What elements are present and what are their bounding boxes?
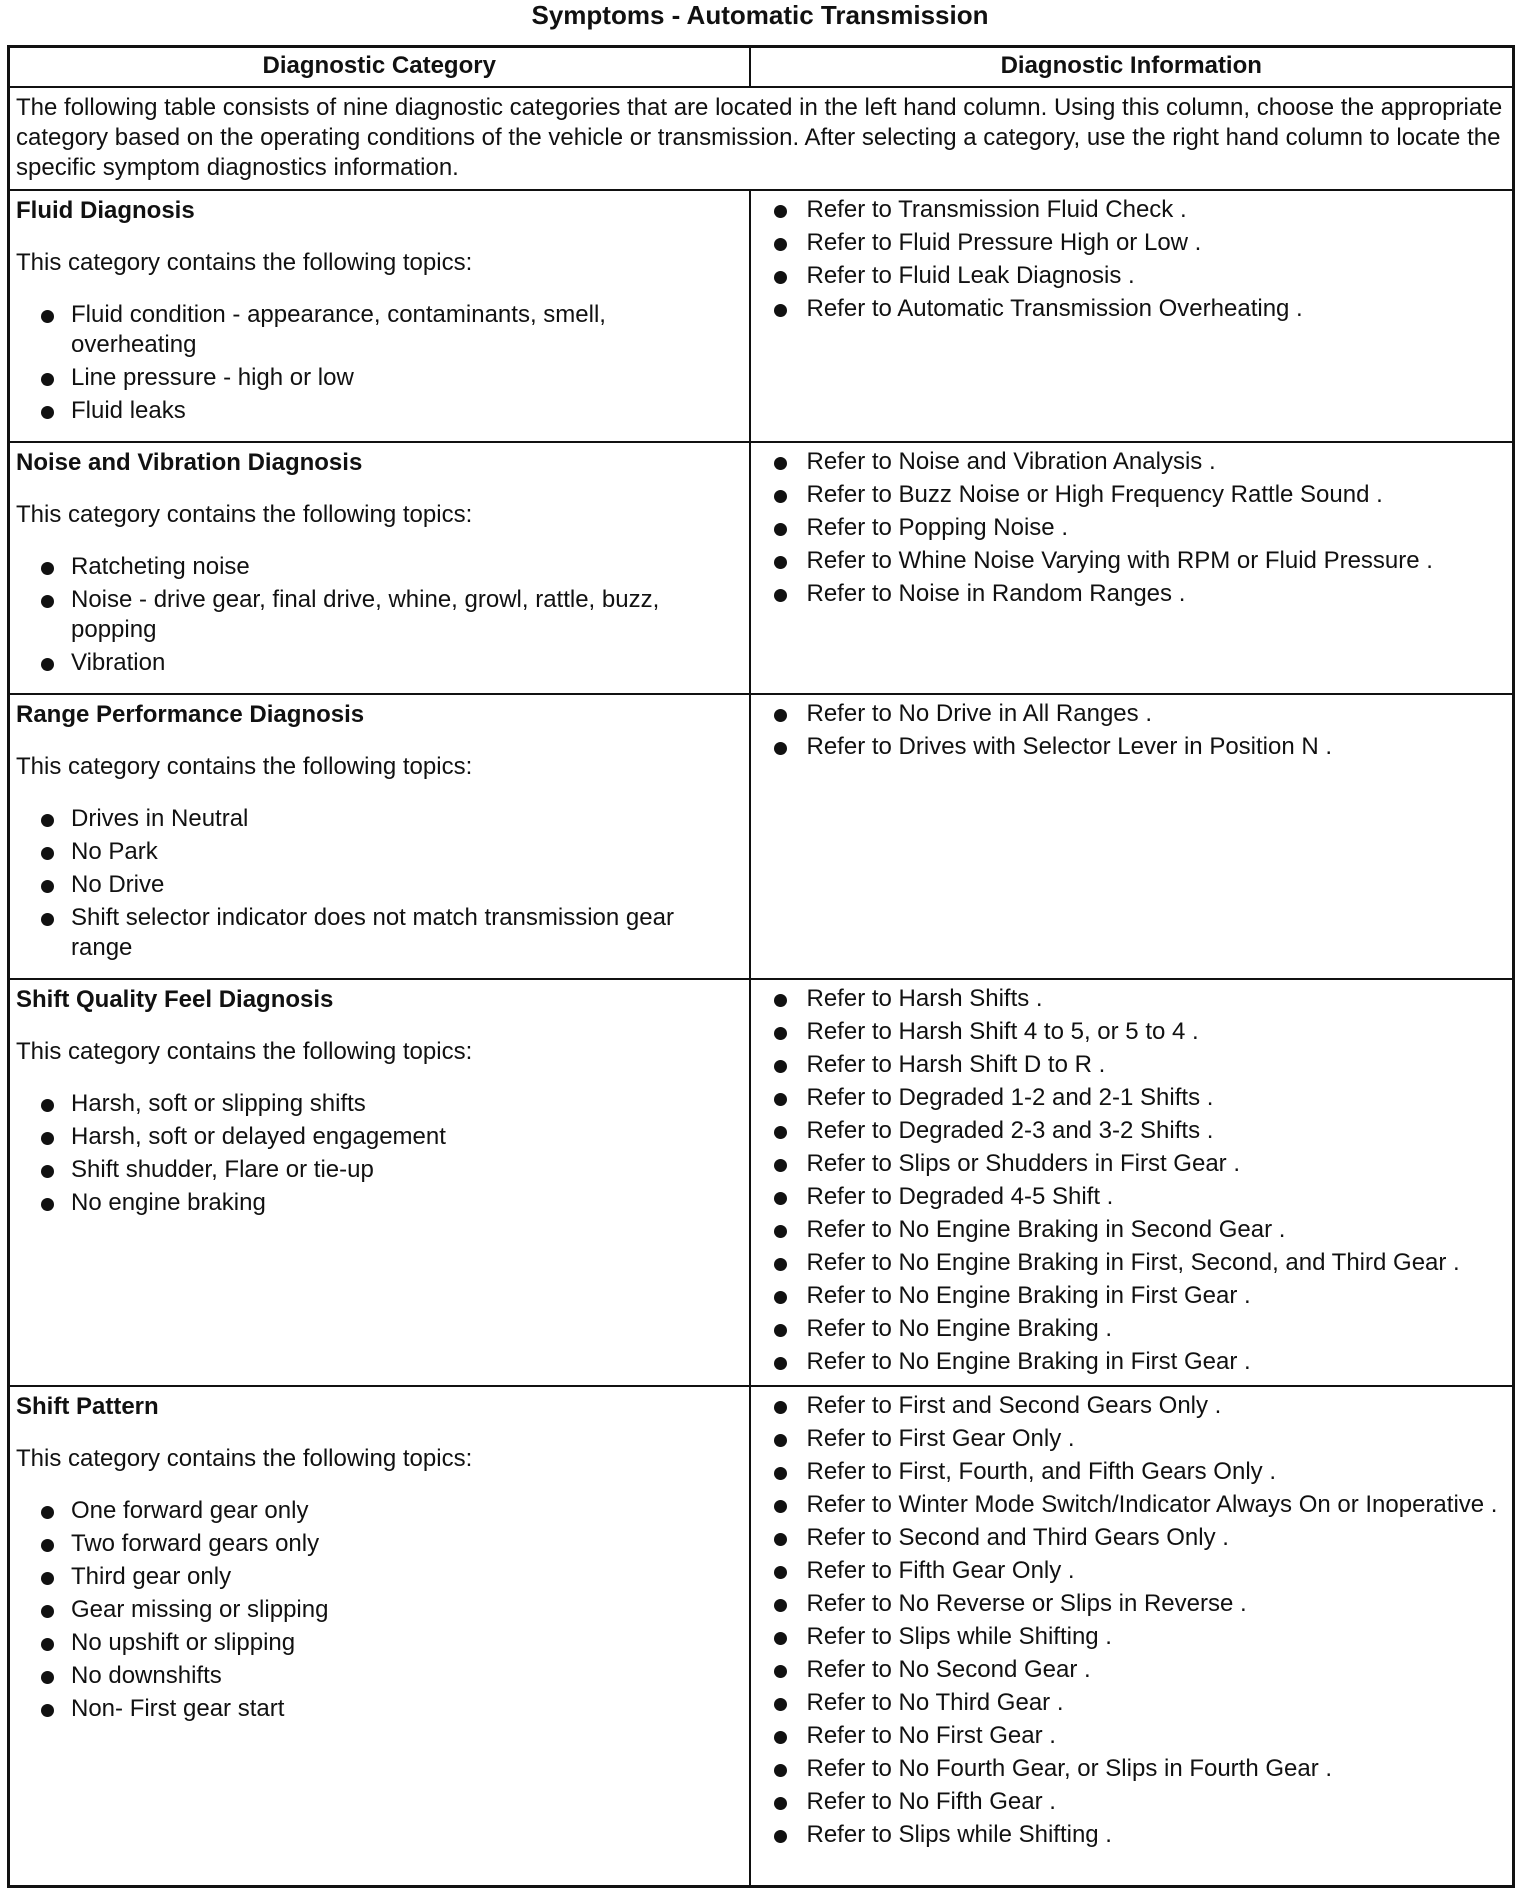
information-link[interactable]: Refer to Degraded 1-2 and 2-1 Shifts . — [806, 1084, 1214, 1111]
information-item — [751, 480, 1507, 510]
information-item — [751, 1281, 1507, 1311]
information-item — [751, 1622, 1507, 1652]
topic-item — [16, 1562, 743, 1592]
bullet-icon — [41, 814, 54, 827]
symptoms-table — [7, 45, 1515, 1888]
bullet-icon — [774, 205, 787, 218]
bullet-icon — [774, 1324, 787, 1337]
topics-list — [16, 1496, 743, 1724]
bullet-icon — [41, 1539, 54, 1552]
diagnostic-category-cell — [9, 979, 750, 1386]
category-rows — [9, 190, 1514, 1887]
topic-text: Vibration — [71, 649, 166, 676]
information-item — [751, 1050, 1507, 1080]
information-link[interactable]: Refer to Harsh Shift D to R . — [806, 1051, 1106, 1078]
information-link[interactable]: Refer to Degraded 2-3 and 3-2 Shifts . — [806, 1117, 1214, 1144]
topic-item — [16, 1529, 743, 1559]
information-link[interactable]: Refer to Harsh Shift 4 to 5, or 5 to 4 . — [806, 1018, 1199, 1045]
topic-text: No upshift or slipping — [71, 1629, 296, 1656]
bullet-icon — [774, 589, 787, 602]
bullet-icon — [774, 1467, 787, 1480]
information-item — [751, 1083, 1507, 1113]
information-link[interactable]: Refer to Degraded 4-5 Shift . — [806, 1183, 1114, 1210]
category-row-fluid-diagnosis — [9, 190, 1514, 442]
bullet-icon — [774, 1159, 787, 1172]
information-link[interactable]: Refer to Harsh Shifts . — [806, 985, 1043, 1012]
bullet-icon — [41, 1132, 54, 1145]
bullet-icon — [774, 1731, 787, 1744]
information-link[interactable]: Refer to No Drive in All Ranges . — [806, 700, 1152, 727]
bullet-icon — [41, 562, 54, 575]
information-link[interactable]: Refer to First Gear Only . — [806, 1425, 1075, 1452]
bullet-icon — [774, 1632, 787, 1645]
topic-text: Gear missing or slipping — [71, 1596, 329, 1623]
category-heading[interactable]: Fluid Diagnosis — [16, 197, 195, 224]
category-subtitle: This category contains the following topics: — [16, 753, 473, 780]
topics-list — [16, 1089, 743, 1218]
bullet-icon — [41, 1704, 54, 1717]
topic-text: One forward gear only — [71, 1497, 309, 1524]
information-item — [751, 228, 1507, 258]
bullet-icon — [41, 658, 54, 671]
bullet-icon — [774, 1093, 787, 1106]
bullet-icon — [774, 742, 787, 755]
bullet-icon — [774, 1599, 787, 1612]
category-heading[interactable]: Shift Quality Feel Diagnosis — [16, 986, 334, 1013]
diagnostic-information-cell — [750, 979, 1514, 1386]
information-list — [751, 984, 1507, 1377]
information-link[interactable]: Refer to Slips while Shifting . — [806, 1623, 1112, 1650]
information-link[interactable]: Refer to No Engine Braking in First, Second, and Third Gear . — [806, 1249, 1460, 1276]
information-link[interactable]: Refer to Fluid Leak Diagnosis . — [806, 262, 1135, 289]
bullet-icon — [774, 709, 787, 722]
topic-item — [16, 1595, 743, 1625]
bullet-icon — [41, 1165, 54, 1178]
topic-text: Ratcheting noise — [71, 553, 250, 580]
information-link[interactable]: Refer to Slips or Shudders in First Gear . — [806, 1150, 1240, 1177]
bullet-icon — [774, 1225, 787, 1238]
intro-text: The following table consists of nine diagnostic categories that are located in the left hand column. Using this column, choose the appropriate category based on the operating conditions of the vehicle or transmission. After selecting a category, use the right hand column to locate the specific symptom diagnostics information. — [9, 87, 1514, 190]
bullet-icon — [774, 457, 787, 470]
information-link[interactable]: Refer to First, Fourth, and Fifth Gears Only . — [806, 1458, 1276, 1485]
information-link[interactable]: Refer to No Engine Braking . — [806, 1315, 1112, 1342]
information-link[interactable]: Refer to Popping Noise . — [806, 514, 1068, 541]
bullet-icon — [41, 1638, 54, 1651]
information-item — [751, 1754, 1507, 1784]
information-link[interactable]: Refer to No Fourth Gear, or Slips in Fourth Gear . — [806, 1755, 1333, 1782]
bullet-icon — [41, 1572, 54, 1585]
bullet-icon — [774, 1500, 787, 1513]
topic-item — [16, 1089, 743, 1119]
information-item — [751, 1490, 1507, 1520]
bullet-icon — [774, 523, 787, 536]
information-item — [751, 732, 1507, 762]
category-subtitle: This category contains the following topics: — [16, 501, 473, 528]
information-item — [751, 294, 1507, 324]
information-link[interactable]: Refer to First and Second Gears Only . — [806, 1392, 1222, 1419]
topic-item — [16, 1496, 743, 1526]
bullet-icon — [774, 1533, 787, 1546]
diagnostic-information-cell — [750, 694, 1514, 979]
bullet-icon — [774, 1665, 787, 1678]
category-row-shift-quality-feel-diagnosis — [9, 979, 1514, 1386]
information-link[interactable]: Refer to Winter Mode Switch/Indicator Always On or Inoperative . — [806, 1491, 1498, 1518]
information-item — [751, 261, 1507, 291]
topic-text: No Park — [71, 838, 158, 865]
category-subtitle: This category contains the following topics: — [16, 249, 473, 276]
diagnostic-information-cell — [750, 190, 1514, 442]
information-link[interactable]: Refer to No Second Gear . — [806, 1656, 1091, 1683]
topic-text: Fluid leaks — [71, 397, 186, 424]
bullet-icon — [774, 1027, 787, 1040]
topic-item — [16, 396, 743, 426]
topic-text: Non- First gear start — [71, 1695, 285, 1722]
topic-text: Drives in Neutral — [71, 805, 249, 832]
bullet-icon — [774, 238, 787, 251]
information-link[interactable]: Refer to Noise and Vibration Analysis . — [806, 448, 1216, 475]
topic-item — [16, 837, 743, 867]
information-link[interactable]: Refer to No First Gear . — [806, 1722, 1056, 1749]
topic-item — [16, 804, 743, 834]
topic-item — [16, 552, 743, 582]
intro-row — [9, 87, 1514, 190]
bullet-icon — [774, 1434, 787, 1447]
information-item — [751, 1589, 1507, 1619]
bullet-icon — [41, 913, 54, 926]
information-item — [751, 1424, 1507, 1454]
information-link[interactable]: Refer to Transmission Fluid Check . — [806, 196, 1187, 223]
bullet-icon — [41, 373, 54, 386]
information-link[interactable]: Refer to No Engine Braking in First Gear . — [806, 1282, 1251, 1309]
diagnostic-category-cell — [9, 1386, 750, 1887]
information-item — [751, 195, 1507, 225]
bullet-icon — [41, 1198, 54, 1211]
bullet-icon — [774, 1291, 787, 1304]
bullet-icon — [774, 1797, 787, 1810]
topic-text: Fluid condition - appearance, contaminants, smell, overheating — [71, 301, 606, 358]
topic-item — [16, 870, 743, 900]
bullet-icon — [774, 1357, 787, 1370]
information-link[interactable]: Refer to Second and Third Gears Only . — [806, 1524, 1229, 1551]
topic-item — [16, 648, 743, 678]
topic-item — [16, 1661, 743, 1691]
information-item — [751, 1391, 1507, 1421]
topic-item — [16, 1155, 743, 1185]
information-item — [751, 1182, 1507, 1212]
category-row-shift-pattern — [9, 1386, 1514, 1887]
topic-text: No engine braking — [71, 1189, 266, 1216]
topic-item — [16, 1122, 743, 1152]
bullet-icon — [774, 271, 787, 284]
column-header-diagnostic-information: Diagnostic Information — [750, 47, 1514, 88]
column-header-diagnostic-category: Diagnostic Category — [9, 47, 750, 88]
bullet-icon — [774, 1764, 787, 1777]
topic-text: Harsh, soft or slipping shifts — [71, 1090, 366, 1117]
information-item — [751, 1017, 1507, 1047]
table-header-row — [9, 47, 1514, 88]
information-item — [751, 1721, 1507, 1751]
topic-item — [16, 1188, 743, 1218]
category-heading[interactable]: Noise and Vibration Diagnosis — [16, 449, 363, 476]
information-item — [751, 447, 1507, 477]
page-title: Symptoms - Automatic Transmission — [531, 0, 989, 30]
information-link[interactable]: Refer to Noise in Random Ranges . — [806, 580, 1186, 607]
bullet-icon — [41, 1506, 54, 1519]
information-item — [751, 1215, 1507, 1245]
information-list — [751, 1391, 1507, 1850]
bullet-icon — [774, 304, 787, 317]
information-item — [751, 984, 1507, 1014]
topic-text: Line pressure - high or low — [71, 364, 354, 391]
information-item — [751, 513, 1507, 543]
bullet-icon — [774, 556, 787, 569]
information-item — [751, 1655, 1507, 1685]
information-list — [751, 699, 1507, 762]
diagnostic-category-cell — [9, 694, 750, 979]
information-link[interactable]: Refer to No Third Gear . — [806, 1689, 1064, 1716]
bullet-icon — [774, 1126, 787, 1139]
category-heading[interactable]: Shift Pattern — [16, 1393, 159, 1420]
information-item — [751, 1523, 1507, 1553]
information-item — [751, 579, 1507, 609]
bullet-icon — [41, 1671, 54, 1684]
information-item — [751, 699, 1507, 729]
bullet-icon — [774, 1258, 787, 1271]
bullet-icon — [41, 310, 54, 323]
topic-text: Two forward gears only — [71, 1530, 320, 1557]
information-link[interactable]: Refer to Whine Noise Varying with RPM or Fluid Pressure . — [806, 547, 1433, 574]
bullet-icon — [41, 1099, 54, 1112]
bullet-icon — [41, 880, 54, 893]
diagnostic-information-cell — [750, 442, 1514, 694]
information-list — [751, 195, 1507, 324]
information-list — [751, 447, 1507, 609]
information-link[interactable]: Refer to No Engine Braking in First Gear . — [806, 1348, 1251, 1375]
category-heading[interactable]: Range Performance Diagnosis — [16, 701, 365, 728]
bullet-icon — [774, 1830, 787, 1843]
information-item — [751, 1314, 1507, 1344]
topic-item — [16, 903, 743, 963]
topic-item — [16, 1628, 743, 1658]
topic-text: No downshifts — [71, 1662, 222, 1689]
topic-item — [16, 363, 743, 393]
bullet-icon — [41, 1605, 54, 1618]
topics-list — [16, 804, 743, 963]
topic-text: Shift selector indicator does not match transmission gear range — [71, 904, 674, 961]
information-item — [751, 1347, 1507, 1377]
category-row-noise-and-vibration-diagnosis — [9, 442, 1514, 694]
bullet-icon — [774, 1060, 787, 1073]
topic-text: Harsh, soft or delayed engagement — [71, 1123, 446, 1150]
topic-item — [16, 1694, 743, 1724]
information-link[interactable]: Refer to Drives with Selector Lever in Position N . — [806, 733, 1333, 760]
information-item — [751, 1688, 1507, 1718]
bullet-icon — [774, 1698, 787, 1711]
information-link[interactable]: Refer to Fluid Pressure High or Low . — [806, 229, 1202, 256]
topic-item — [16, 585, 743, 645]
bullet-icon — [774, 1401, 787, 1414]
topics-list — [16, 552, 743, 678]
information-link[interactable]: Refer to No Engine Braking in Second Gear . — [806, 1216, 1286, 1243]
topic-text: Noise - drive gear, final drive, whine, growl, rattle, buzz, popping — [71, 586, 660, 643]
diagnostic-category-cell — [9, 442, 750, 694]
bullet-icon — [774, 490, 787, 503]
bullet-icon — [41, 406, 54, 419]
category-subtitle: This category contains the following topics: — [16, 1445, 473, 1472]
bullet-icon — [774, 1566, 787, 1579]
bullet-icon — [774, 1192, 787, 1205]
category-row-range-performance-diagnosis — [9, 694, 1514, 979]
information-link[interactable]: Refer to Fifth Gear Only . — [806, 1557, 1075, 1584]
topics-list — [16, 300, 743, 426]
topic-text: No Drive — [71, 871, 165, 898]
bullet-icon — [41, 847, 54, 860]
information-link[interactable]: Refer to No Reverse or Slips in Reverse . — [806, 1590, 1247, 1617]
information-link[interactable]: Refer to No Fifth Gear . — [806, 1788, 1056, 1815]
information-item — [751, 1556, 1507, 1586]
information-item — [751, 1116, 1507, 1146]
information-link[interactable]: Refer to Automatic Transmission Overheating . — [806, 295, 1303, 322]
topic-text: Shift shudder, Flare or tie-up — [71, 1156, 374, 1183]
bullet-icon — [774, 994, 787, 1007]
category-subtitle: This category contains the following topics: — [16, 1038, 473, 1065]
information-link[interactable]: Refer to Buzz Noise or High Frequency Rattle Sound . — [806, 481, 1383, 508]
bullet-icon — [41, 595, 54, 608]
information-link[interactable]: Refer to Slips while Shifting . — [806, 1821, 1112, 1848]
diagnostic-category-cell — [9, 190, 750, 442]
information-item — [751, 1457, 1507, 1487]
topic-item — [16, 300, 743, 360]
information-item — [751, 1248, 1507, 1278]
diagnostic-information-cell — [750, 1386, 1514, 1887]
information-item — [751, 1149, 1507, 1179]
information-item — [751, 546, 1507, 576]
information-item — [751, 1787, 1507, 1817]
information-item — [751, 1820, 1507, 1850]
topic-text: Third gear only — [71, 1563, 232, 1590]
